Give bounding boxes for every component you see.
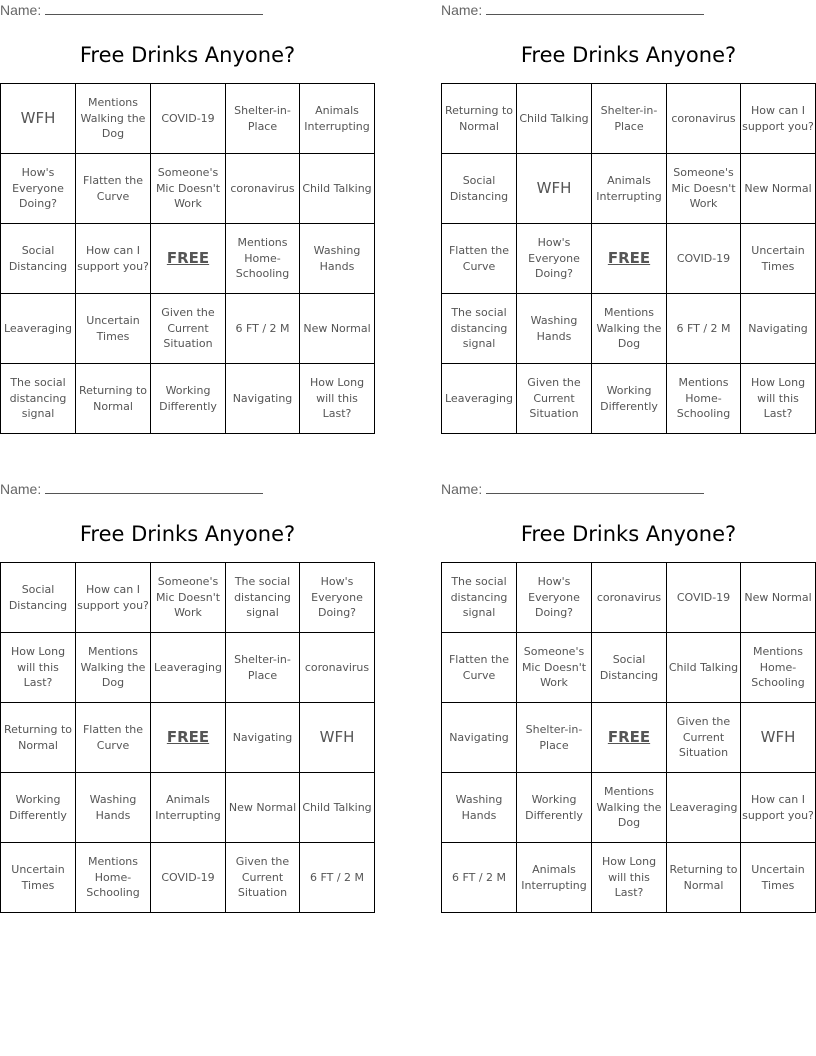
bingo-cell: Mentions Home-Schooling xyxy=(76,843,151,913)
bingo-cell: How can I support you? xyxy=(76,563,151,633)
bingo-cell: Working Differently xyxy=(592,364,667,434)
name-blank-line xyxy=(45,2,263,15)
bingo-grid xyxy=(441,83,816,434)
name-blank-line xyxy=(486,481,704,494)
bingo-card xyxy=(0,479,375,919)
bingo-cell: Working Differently xyxy=(151,364,226,434)
bingo-cell: Animals Interrupting xyxy=(300,84,375,154)
bingo-cell: WFH xyxy=(300,703,375,773)
bingo-cell: Returning to Normal xyxy=(442,84,517,154)
name-label: Name: xyxy=(0,2,42,18)
bingo-cell: Given the Current Situation xyxy=(226,843,300,913)
bingo-cell: Animals Interrupting xyxy=(517,843,592,913)
bingo-cell: The social distancing signal xyxy=(442,563,517,633)
bingo-cell: Animals Interrupting xyxy=(592,154,667,224)
bingo-cell: Uncertain Times xyxy=(741,843,816,913)
bingo-cell: How's Everyone Doing? xyxy=(517,563,592,633)
bingo-cell: Social Distancing xyxy=(1,563,76,633)
bingo-cell: Uncertain Times xyxy=(76,294,151,364)
bingo-cell: WFH xyxy=(1,84,76,154)
bingo-cell: Child Talking xyxy=(517,84,592,154)
bingo-cell: Leaveraging xyxy=(442,364,517,434)
bingo-cell: 6 FT / 2 M xyxy=(226,294,300,364)
name-field xyxy=(441,2,704,20)
bingo-cell: Flatten the Curve xyxy=(442,224,517,294)
bingo-cell: WFH xyxy=(517,154,592,224)
bingo-cell: How Long will this Last? xyxy=(592,843,667,913)
bingo-cell: Given the Current Situation xyxy=(517,364,592,434)
name-blank-line xyxy=(45,481,263,494)
bingo-cell: Social Distancing xyxy=(1,224,76,294)
bingo-cell: Animals Interrupting xyxy=(151,773,226,843)
bingo-cell: Working Differently xyxy=(517,773,592,843)
bingo-cell: Flatten the Curve xyxy=(76,154,151,224)
bingo-cell: Mentions Walking the Dog xyxy=(76,84,151,154)
free-space-cell: FREE xyxy=(592,224,667,294)
bingo-cell: Returning to Normal xyxy=(667,843,741,913)
bingo-cell: COVID-19 xyxy=(151,84,226,154)
name-label: Name: xyxy=(441,2,483,18)
bingo-card xyxy=(0,0,375,440)
bingo-cell: Washing Hands xyxy=(300,224,375,294)
bingo-cell: Mentions Home-Schooling xyxy=(226,224,300,294)
bingo-cell: Given the Current Situation xyxy=(151,294,226,364)
bingo-cell: How can I support you? xyxy=(76,224,151,294)
bingo-cell: Mentions Home-Schooling xyxy=(741,633,816,703)
bingo-cell: How Long will this Last? xyxy=(300,364,375,434)
bingo-cell: Mentions Walking the Dog xyxy=(592,294,667,364)
bingo-grid xyxy=(0,562,375,913)
bingo-cell: The social distancing signal xyxy=(226,563,300,633)
bingo-cell: Leaveraging xyxy=(151,633,226,703)
free-space-cell: FREE xyxy=(592,703,667,773)
bingo-grid xyxy=(0,83,375,434)
bingo-cell: COVID-19 xyxy=(151,843,226,913)
card-title: Free Drinks Anyone? xyxy=(520,43,737,67)
bingo-cell: Someone's Mic Doesn't Work xyxy=(667,154,741,224)
name-label: Name: xyxy=(0,481,42,497)
bingo-cell: Leaveraging xyxy=(1,294,76,364)
bingo-cell: Uncertain Times xyxy=(741,224,816,294)
bingo-cell: Washing Hands xyxy=(76,773,151,843)
bingo-cell: Washing Hands xyxy=(517,294,592,364)
bingo-cell: coronavirus xyxy=(592,563,667,633)
bingo-cell: Someone's Mic Doesn't Work xyxy=(151,563,226,633)
free-space-cell: FREE xyxy=(151,703,226,773)
name-blank-line xyxy=(486,2,704,15)
bingo-cell: How Long will this Last? xyxy=(1,633,76,703)
bingo-cell: Navigating xyxy=(226,364,300,434)
bingo-cell: How's Everyone Doing? xyxy=(1,154,76,224)
bingo-cell: New Normal xyxy=(300,294,375,364)
bingo-cell: Returning to Normal xyxy=(76,364,151,434)
card-title: Free Drinks Anyone? xyxy=(79,43,296,67)
name-field xyxy=(0,2,263,20)
bingo-cell: Social Distancing xyxy=(592,633,667,703)
bingo-cell: Child Talking xyxy=(300,154,375,224)
bingo-cell: Mentions Home-Schooling xyxy=(667,364,741,434)
bingo-cell: Navigating xyxy=(741,294,816,364)
bingo-cell: Navigating xyxy=(442,703,517,773)
name-field xyxy=(0,481,263,499)
card-title: Free Drinks Anyone? xyxy=(520,522,737,546)
bingo-cell: Mentions Walking the Dog xyxy=(592,773,667,843)
bingo-card xyxy=(441,479,816,919)
bingo-cell: WFH xyxy=(741,703,816,773)
name-label: Name: xyxy=(441,481,483,497)
bingo-cell: coronavirus xyxy=(300,633,375,703)
bingo-cell: Social Distancing xyxy=(442,154,517,224)
bingo-cell: 6 FT / 2 M xyxy=(300,843,375,913)
bingo-cell: COVID-19 xyxy=(667,224,741,294)
bingo-cell: Shelter-in-Place xyxy=(226,84,300,154)
bingo-cell: Someone's Mic Doesn't Work xyxy=(151,154,226,224)
bingo-cell: How can I support you? xyxy=(741,773,816,843)
bingo-cell: How's Everyone Doing? xyxy=(517,224,592,294)
bingo-cell: Working Differently xyxy=(1,773,76,843)
bingo-cell: Uncertain Times xyxy=(1,843,76,913)
bingo-cell: How's Everyone Doing? xyxy=(300,563,375,633)
bingo-card xyxy=(441,0,816,440)
card-title: Free Drinks Anyone? xyxy=(79,522,296,546)
bingo-cell: New Normal xyxy=(226,773,300,843)
bingo-cell: How can I support you? xyxy=(741,84,816,154)
bingo-cell: 6 FT / 2 M xyxy=(667,294,741,364)
bingo-cell: Leaveraging xyxy=(667,773,741,843)
bingo-cell: Navigating xyxy=(226,703,300,773)
bingo-cell: Shelter-in-Place xyxy=(592,84,667,154)
bingo-cell: Washing Hands xyxy=(442,773,517,843)
bingo-cell: Child Talking xyxy=(667,633,741,703)
name-field xyxy=(441,481,704,499)
bingo-cell: Child Talking xyxy=(300,773,375,843)
bingo-cell: New Normal xyxy=(741,563,816,633)
bingo-cell: How Long will this Last? xyxy=(741,364,816,434)
bingo-cell: The social distancing signal xyxy=(442,294,517,364)
bingo-cell: Flatten the Curve xyxy=(76,703,151,773)
bingo-cell: Given the Current Situation xyxy=(667,703,741,773)
bingo-cell: COVID-19 xyxy=(667,563,741,633)
bingo-cell: Shelter-in-Place xyxy=(226,633,300,703)
bingo-cell: Someone's Mic Doesn't Work xyxy=(517,633,592,703)
bingo-cell: New Normal xyxy=(741,154,816,224)
bingo-cell: Shelter-in-Place xyxy=(517,703,592,773)
bingo-cell: The social distancing signal xyxy=(1,364,76,434)
free-space-cell: FREE xyxy=(151,224,226,294)
bingo-cell: 6 FT / 2 M xyxy=(442,843,517,913)
bingo-cell: Returning to Normal xyxy=(1,703,76,773)
bingo-cell: Flatten the Curve xyxy=(442,633,517,703)
bingo-cell: Mentions Walking the Dog xyxy=(76,633,151,703)
bingo-cell: coronavirus xyxy=(667,84,741,154)
bingo-cell: coronavirus xyxy=(226,154,300,224)
bingo-grid xyxy=(441,562,816,913)
